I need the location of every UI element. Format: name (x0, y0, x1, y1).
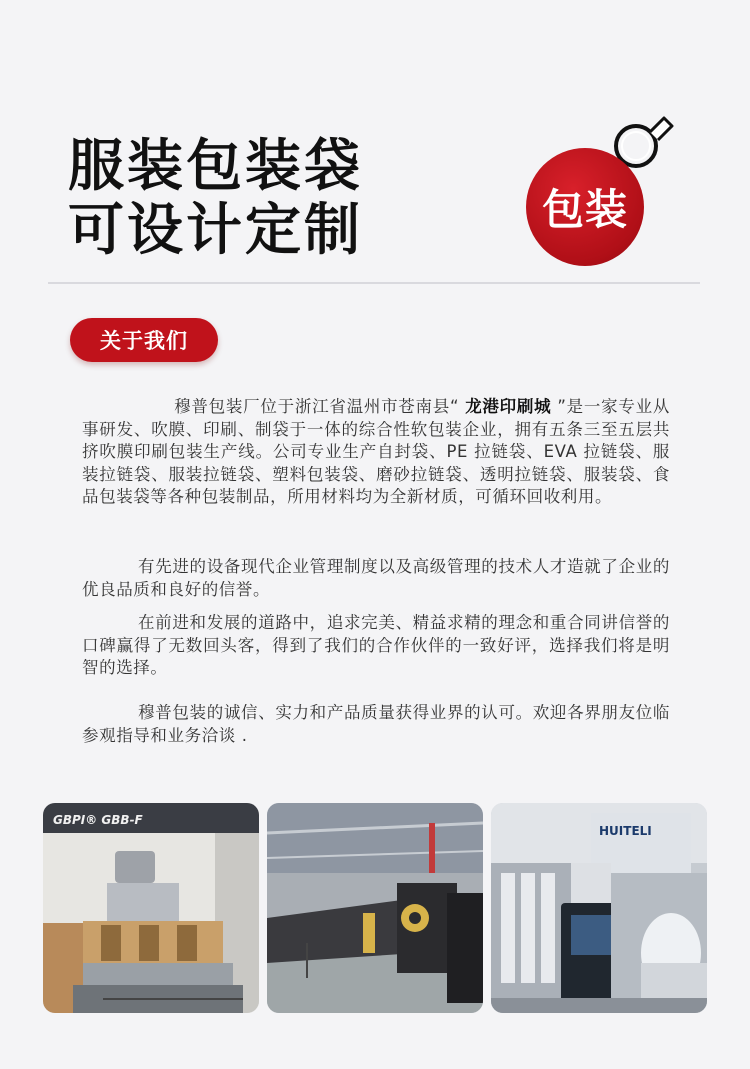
machine-model-label: GBPI® GBB-F (53, 813, 143, 827)
header-divider (48, 282, 700, 284)
p2-text: 有先进的设备现代企业管理制度以及高级管理的技术人才造就了企业的优良品质和良好的信誉。 (82, 557, 670, 599)
machine-closeup-photo (43, 803, 259, 1013)
about-us-heading-label: 关于我们 (100, 329, 188, 353)
about-paragraph-4 (82, 702, 670, 747)
p4-text: 穆普包装的诚信、实力和产品质量获得业界的认可。欢迎各界朋友位临参观指导和业务洽谈 . (82, 703, 670, 745)
about-paragraph-2 (82, 556, 670, 601)
hero-title (68, 135, 363, 263)
p3-text: 在前进和发展的道路中，追求完美、精益求精的理念和重合同讲信誉的口碑赢得了无数回头客，得到了我们的合作伙伴的一致好评，选择我们将是明智的选择。 (82, 613, 670, 677)
production-line-photo (267, 803, 483, 1013)
factory-sign-text: HUITELI (599, 824, 652, 838)
badge-label: 包装 (541, 185, 628, 234)
hero-title-line2: 可设计定制 (68, 198, 363, 263)
about-paragraph-1 (82, 396, 670, 509)
p1-highlight: 龙港印刷城 (465, 397, 552, 416)
hero-title-line1: 服装包装袋 (68, 134, 363, 199)
printing-press-photo (491, 803, 707, 1013)
p1-body: ”是一家专业从事研发、吹膜、印刷、制袋于一体的综合性软包装企业，拥有五条三至五层共挤吹膜印刷包装生产线。公司专业生产自封袋、PE 拉链袋、EVA 拉链袋、服装拉链袋、服装拉链袋、塑料包装袋、磨砂拉链袋、透明拉链袋、服装袋、食品包装袋等各种包装制品，所用材料均为全新材质，可循环回收利用。 (82, 397, 671, 506)
packaging-badge (526, 148, 644, 266)
about-us-heading (70, 318, 218, 362)
about-paragraph-3 (82, 612, 670, 680)
p1-intro: 穆普包装厂位于浙江省温州市苍南县“ (174, 397, 466, 416)
